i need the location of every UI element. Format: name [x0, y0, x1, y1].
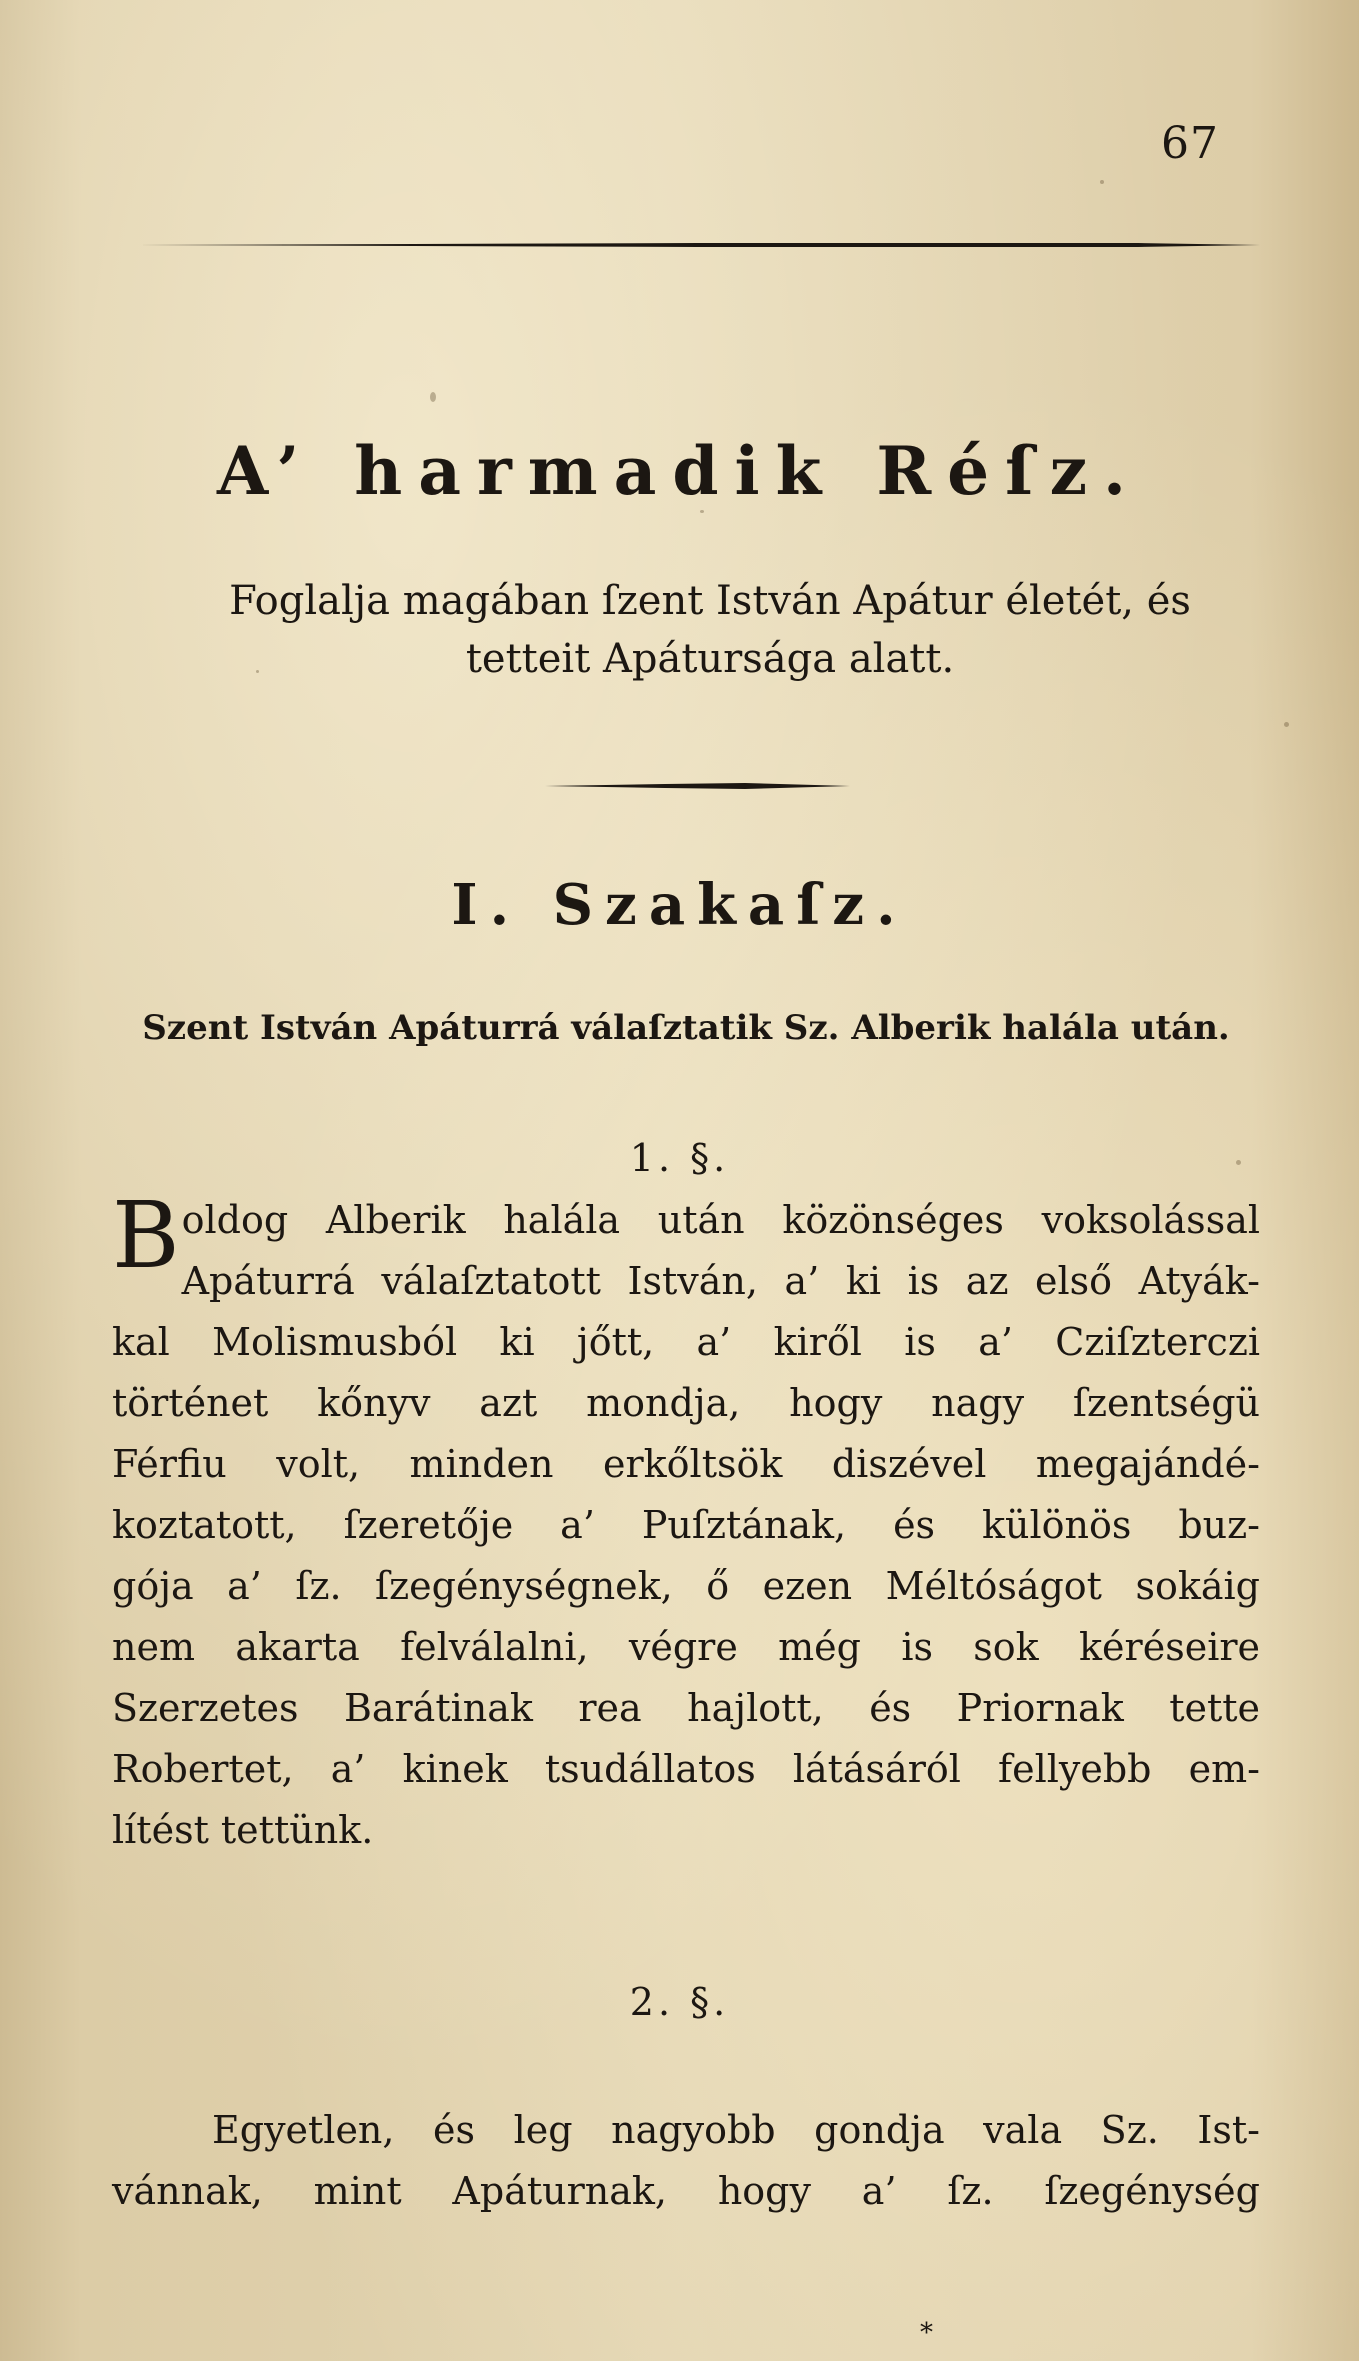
text-line: lítést tettünk. [112, 1808, 374, 1852]
header-rule [138, 240, 1260, 250]
paper-speck [1284, 722, 1289, 727]
chapter-subtitle: Szent István Apáturrá válaſztatik Sz. Alberik halála után. [142, 1008, 1230, 1048]
drop-cap: B [112, 1182, 180, 1289]
text-line: Férfiu volt, minden erkőltsök diszével megajándé- [112, 1442, 1260, 1486]
text-line: nem akarta felválalni, végre még is sok kéréseire [112, 1625, 1260, 1669]
paper-speck [1100, 180, 1104, 184]
text-line: Robertet, a’ kinek tsudállatos látásáról fellyebb em- [112, 1747, 1260, 1791]
text-line: történet kőnyv azt mondja, hogy nagy ſzentségü [112, 1381, 1260, 1425]
paragraph [112, 2100, 1260, 2222]
text-line: Apáturrá válaſztatott István, a’ ki is az első Atyák- [181, 1259, 1260, 1303]
paragraph [112, 1182, 1260, 1861]
text-line: Szerzetes Barátinak rea hajlott, és Priornak tette [112, 1686, 1260, 1730]
text-line: oldog Alberik halála után közönséges voksolással [181, 1198, 1260, 1242]
text-line: gója a’ ſz. ſzegénységnek, ő ezen Méltóságot sokáig [112, 1564, 1260, 1608]
part-title: A’ harmadik Réſz. [216, 432, 1143, 510]
section-marker: 1. §. [629, 1136, 730, 1180]
paper-speck [430, 392, 436, 402]
chapter-title: I. Szakaſz. [451, 872, 908, 938]
section-divider-rule [545, 776, 850, 786]
paper-speck [700, 510, 704, 513]
part-subtitle [160, 572, 1260, 688]
part-subtitle-line: Foglalja magában ſzent István Apátur életét, és [229, 578, 1191, 624]
text-line: vánnak, mint Apáturnak, hogy a’ ſz. ſzegénység [112, 2169, 1260, 2213]
page-number: 67 [1161, 118, 1219, 169]
signature-mark: * [920, 2318, 933, 2348]
text-line: kal Molismusból ki jőtt, a’ kiről is a’ Cziſzterczi [112, 1320, 1260, 1364]
part-subtitle-line: tetteit Apátursága alatt. [465, 636, 955, 682]
text-line: Egyetlen, és leg nagyobb gondja vala Sz. Ist- [212, 2108, 1260, 2152]
text-line: koztatott, ſzeretője a’ Puſztának, és különös buz- [112, 1503, 1260, 1547]
section-marker: 2. §. [629, 1980, 730, 2024]
